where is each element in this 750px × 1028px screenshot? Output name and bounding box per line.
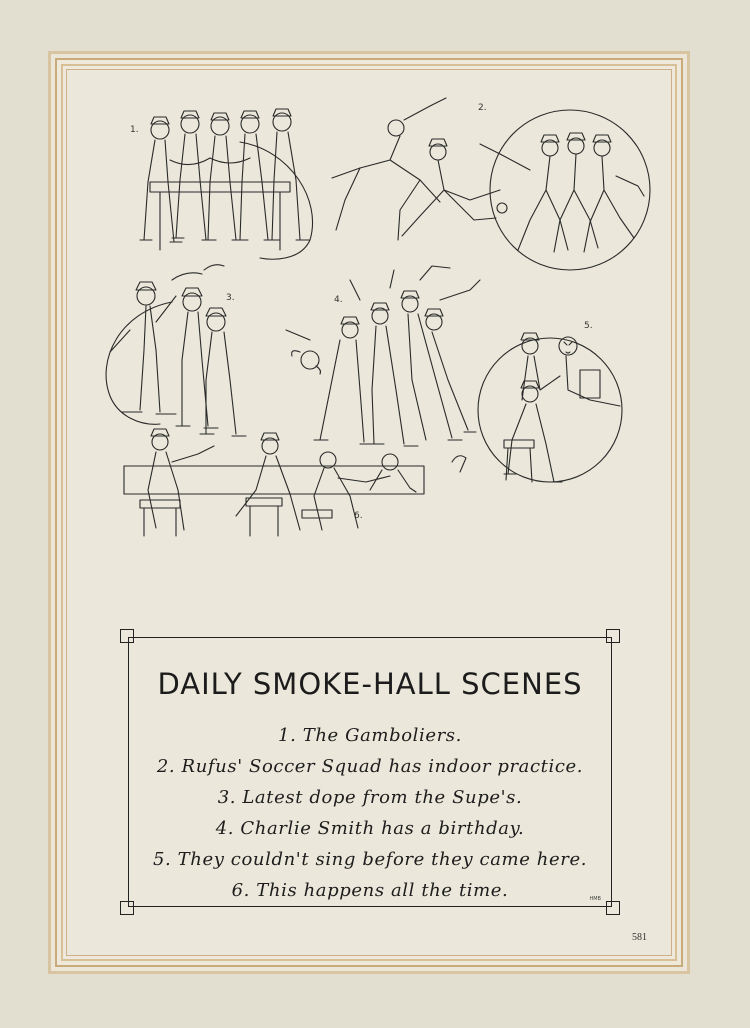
- caption-item: 5. They couldn't sing before they came here.: [152, 849, 588, 870]
- corner-ornament: [606, 629, 620, 643]
- caption-item: 2. Rufus' Soccer Squad has indoor practice.: [156, 756, 584, 777]
- scene-6-drawing: [124, 429, 424, 536]
- scene-1-drawing: [130, 109, 313, 259]
- scene-6-label: 6.: [354, 511, 363, 521]
- corner-ornament: [120, 629, 134, 643]
- caption-item: 6. This happens all the time.: [231, 880, 509, 901]
- page-title: DAILY SMOKE-HALL SCENES: [157, 667, 583, 702]
- caption-item: 1. The Gamboliers.: [278, 725, 462, 746]
- caption-item: 4. Charlie Smith has a birthday.: [215, 818, 525, 839]
- scene-3-label: 3.: [226, 293, 235, 303]
- scene-5-drawing: [478, 321, 622, 482]
- artist-signature: HMB: [589, 896, 601, 902]
- caption-item: 3. Latest dope from the Supe's.: [217, 787, 523, 808]
- scene-4-drawing: [286, 266, 480, 472]
- caption-box: [128, 637, 612, 907]
- caption-list: [129, 720, 611, 906]
- scene-4-label: 4.: [334, 295, 343, 305]
- scene-1-label: 1.: [130, 125, 139, 135]
- scene-2-drawing: [332, 98, 650, 270]
- page-number: 581: [632, 932, 647, 943]
- scene-2-label: 2.: [478, 103, 487, 113]
- scene-5-label: 5.: [584, 321, 593, 331]
- scene-3-drawing: [106, 265, 246, 436]
- cartoon-illustration: [60, 90, 680, 550]
